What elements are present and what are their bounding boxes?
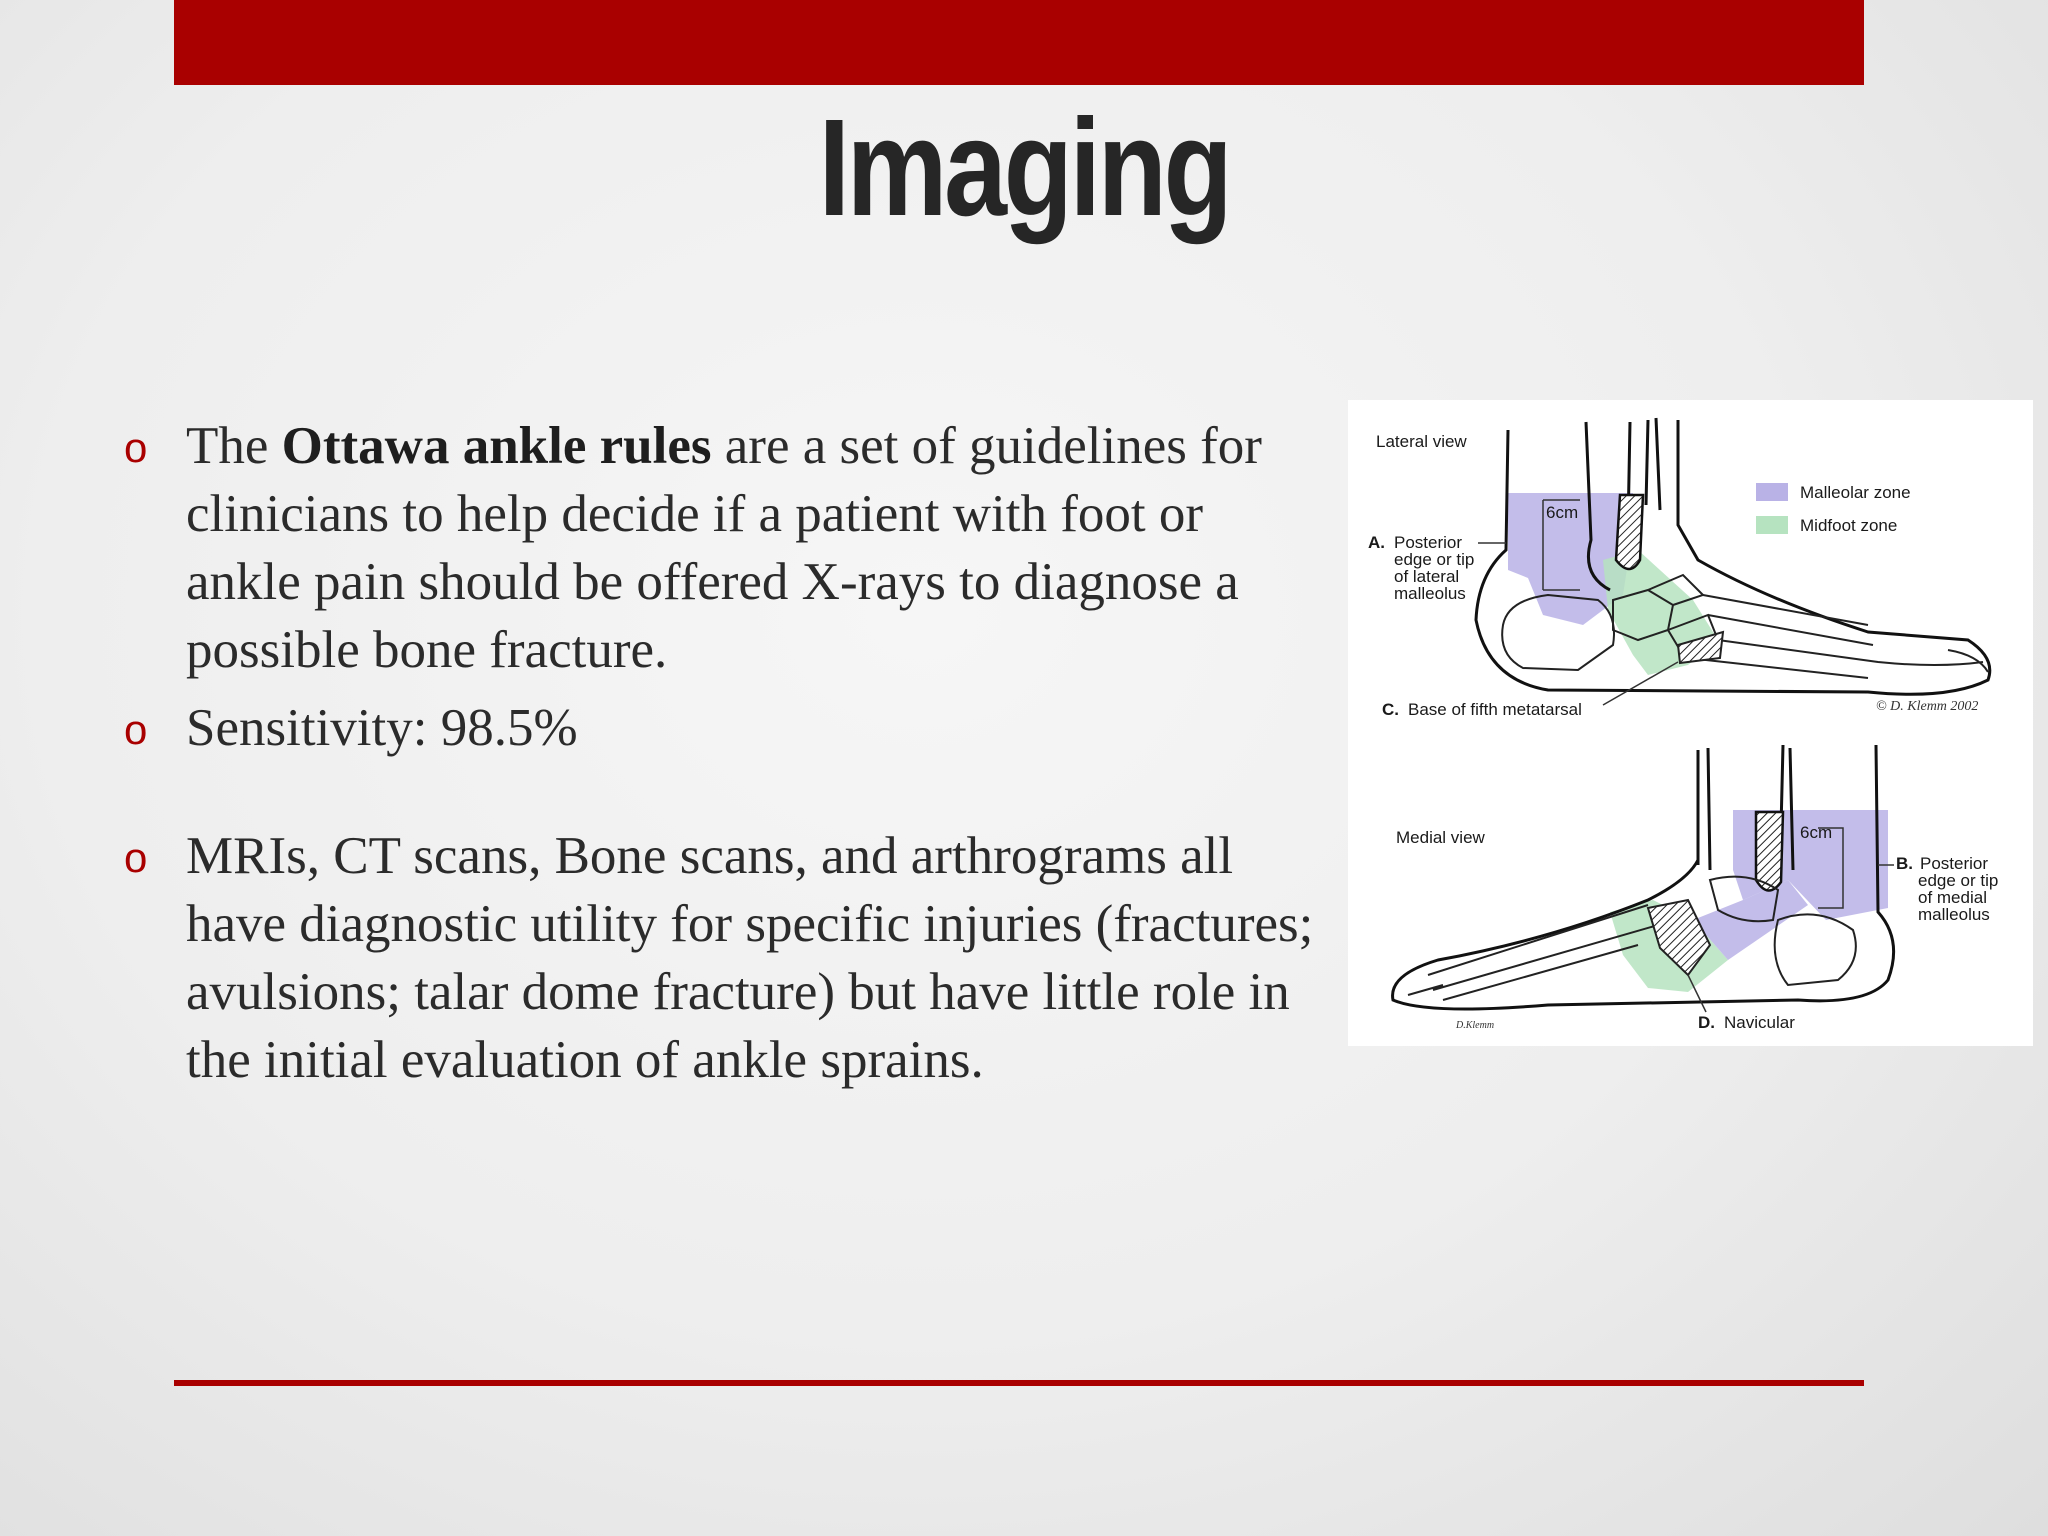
label-b-line2: edge or tip [1918, 871, 1999, 890]
bullet-marker: o [124, 706, 148, 753]
label-b-line1: Posterior [1920, 854, 1989, 873]
lateral-fibula [1646, 418, 1660, 510]
legend-malleolar-label: Malleolar zone [1800, 483, 1911, 502]
medial-calcaneus [1775, 914, 1856, 985]
slide-title: Imaging [818, 91, 1230, 245]
bullet-text: MRIs, CT scans, Bone scans, and arthrograms all have diagnostic utility for specific injuries (fractures; avulsions; talar dome fracture) but have little role in the initial evaluation of ankle sprains. [186, 827, 1314, 1089]
bullet-text: Sensitivity: 98.5% [186, 699, 578, 757]
label-b-letter: B. [1896, 854, 1913, 873]
copyright-text: © D. Klemm 2002 [1876, 699, 1979, 714]
medial-6cm-label: 6cm [1800, 823, 1833, 842]
bullet-list [124, 412, 1324, 1094]
label-d-text: Navicular [1724, 1013, 1795, 1032]
ottawa-ankle-diagram [1348, 400, 2033, 1046]
label-b-line4: malleolus [1918, 905, 1990, 924]
legend-midfoot-swatch [1756, 516, 1788, 534]
lateral-malleolus-hatch [1616, 495, 1643, 569]
medial-malleolus-hatch [1756, 812, 1783, 891]
top-accent-bar [174, 0, 1864, 85]
bottom-accent-line [174, 1380, 1864, 1386]
signature-text: D.Klemm [1456, 1020, 1495, 1031]
bullet-imaging-modalities [124, 822, 1324, 1094]
bullet-marker: o [124, 424, 148, 471]
bullet-text-pre: The [186, 417, 282, 475]
bullet-sensitivity [124, 694, 1324, 762]
lateral-6cm-label: 6cm [1546, 503, 1579, 522]
bullet-marker: o [124, 834, 148, 881]
label-a-letter: A. [1368, 533, 1385, 552]
label-b-line3: of medial [1918, 888, 1987, 907]
label-a-line3: of lateral [1394, 567, 1460, 586]
label-a-line4: malleolus [1394, 584, 1466, 603]
medial-fibula [1698, 748, 1710, 870]
label-c-leader [1603, 662, 1678, 705]
bullet-text-post: are a set of guidelines for clinicians to help decide if a patient with foot or ankle pain should be offered X-rays to diagnose a possible bone fracture. [186, 417, 1262, 679]
label-d-letter: D. [1698, 1013, 1715, 1032]
label-c-text: Base of fifth metatarsal [1408, 700, 1582, 719]
bullet-ottawa-rules [124, 412, 1324, 684]
ankle-diagram-svg [1348, 400, 2033, 1046]
medial-view-label: Medial view [1396, 828, 1485, 847]
legend-malleolar-swatch [1756, 483, 1788, 501]
bullet-text-bold: Ottawa ankle rules [281, 417, 712, 475]
lateral-view-label: Lateral view [1376, 432, 1467, 451]
label-a-line1: Posterior [1394, 533, 1463, 552]
legend-midfoot-label: Midfoot zone [1800, 516, 1898, 535]
label-c-letter: C. [1382, 700, 1399, 719]
label-a-line2: edge or tip [1394, 550, 1475, 569]
